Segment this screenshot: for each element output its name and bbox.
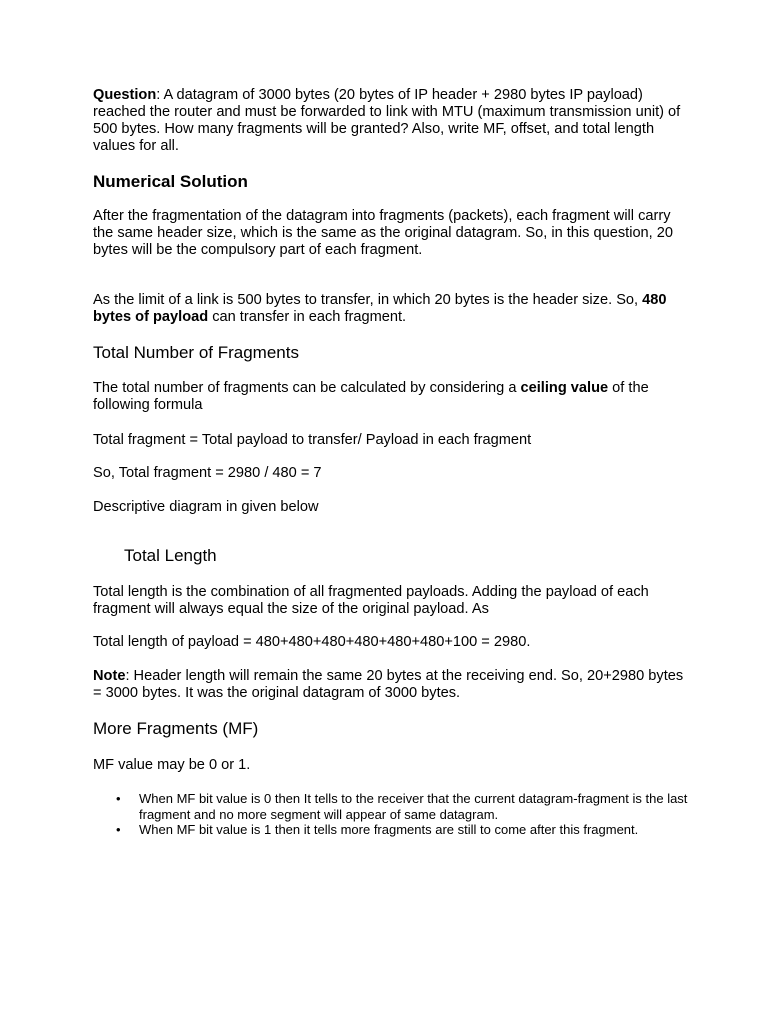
mf-bullet-list — [93, 791, 739, 838]
fragment-result: So, Total fragment = 2980 / 480 = 7 — [93, 465, 322, 481]
mf-value-paragraph: MF value may be 0 or 1. — [93, 757, 251, 773]
total-fragments-heading: Total Number of Fragments — [93, 343, 299, 362]
list-item: • When MF bit value is 0 then It tells to the receiver that the current datagram-fragment is the last fragment and no more segment will appear of same datagram. — [139, 791, 739, 822]
ceiling-paragraph — [93, 380, 693, 414]
numerical-solution-heading: Numerical Solution — [93, 172, 248, 191]
total-length-formula: Total length of payload = 480+480+480+480+480+480+100 = 2980. — [93, 634, 531, 650]
fragment-formula: Total fragment = Total payload to transfer/ Payload in each fragment — [93, 432, 532, 448]
link-limit-paragraph — [93, 292, 693, 326]
ceiling-text: The total number of fragments can be calculated by considering a — [93, 380, 521, 396]
ceiling-text-end: of the following formula — [93, 380, 649, 413]
link-limit-text-end: can transfer in each fragment. — [208, 309, 407, 325]
ceiling-bold-text: ceiling value — [520, 380, 609, 396]
diagram-note: Descriptive diagram in given below — [93, 499, 319, 515]
note-label: Note — [93, 668, 126, 684]
more-fragments-heading: More Fragments (MF) — [93, 719, 259, 738]
fragmentation-paragraph: After the fragmentation of the datagram into fragments (packets), each fragment will carry the same header size, which is the same as the original datagram. So, in this question, 20 bytes will be the compulsory part of each fragment. — [93, 208, 674, 258]
total-length-heading: Total Length — [124, 546, 217, 565]
list-item: • When MF bit value is 1 then it tells more fragments are still to come after this fragment. — [139, 822, 739, 838]
payload-bold-text: 480 bytes of payload — [93, 292, 667, 325]
note-paragraph — [93, 668, 693, 702]
question-text: : A datagram of 3000 bytes (20 bytes of IP header + 2980 bytes IP payload) reached the router and must be forwarded to link with MTU (maximum transmission unit) of 500 bytes. How many fragments will be granted? Also, write MF, offset, and total length values for all. — [93, 87, 681, 154]
link-limit-text: As the limit of a link is 500 bytes to transfer, in which 20 bytes is the header size. So, — [93, 292, 643, 308]
question-paragraph — [93, 87, 693, 155]
total-length-paragraph: Total length is the combination of all fragmented payloads. Adding the payload of each fragment will always equal the size of the original payload. As — [93, 584, 649, 617]
note-text: : Header length will remain the same 20 bytes at the receiving end. So, 20+2980 bytes = 3000 bytes. It was the original datagram of 3000 bytes. — [93, 668, 684, 701]
question-label: Question — [93, 87, 157, 103]
